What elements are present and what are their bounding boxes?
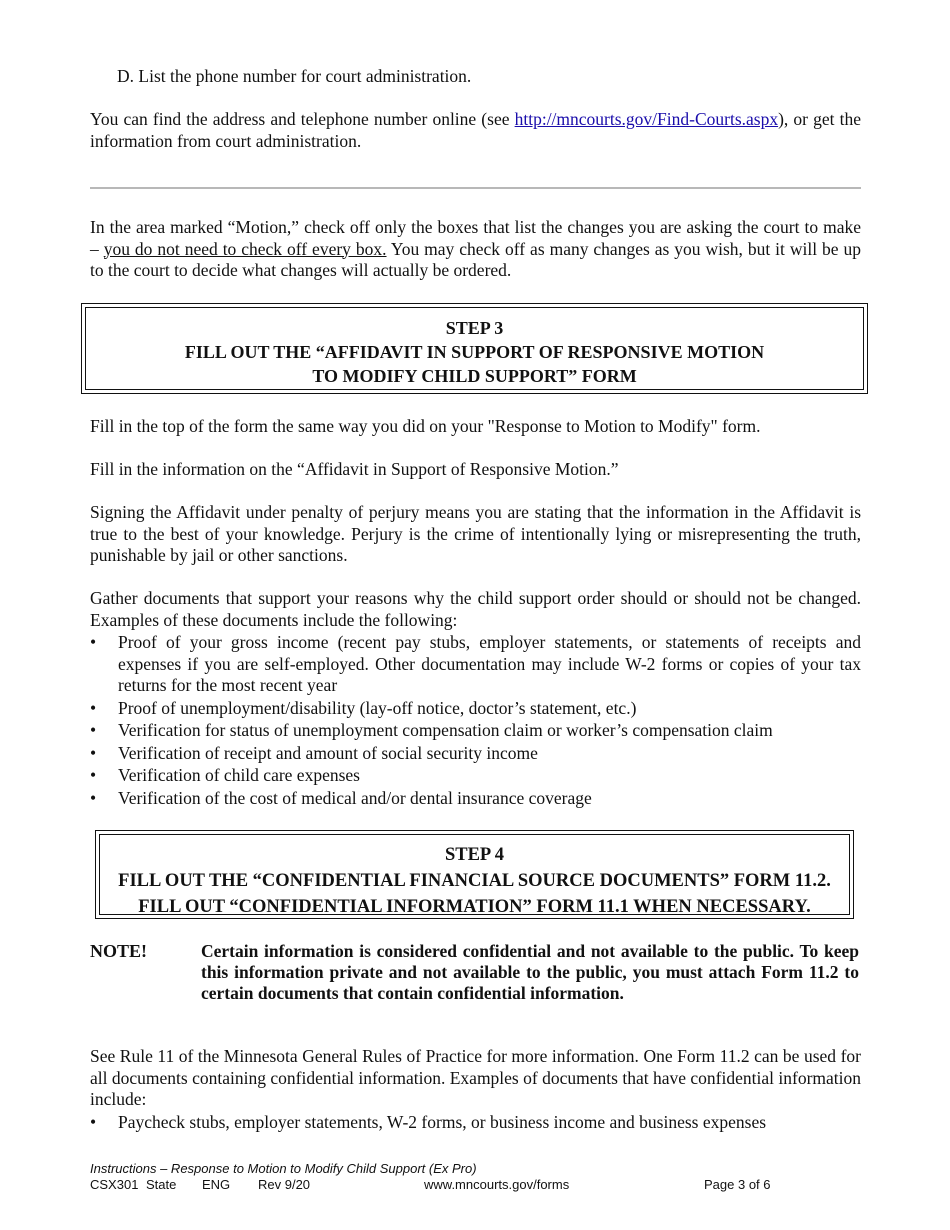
section-divider xyxy=(90,187,861,189)
step3-box xyxy=(81,303,868,394)
footer-page-number: Page 3 of 6 xyxy=(704,1177,771,1192)
note-label: NOTE! xyxy=(90,941,148,961)
gather-bullet-list xyxy=(90,632,861,809)
list-item: • Proof of your gross income (recent pay stubs, employer statements, or statements of receipts and expenses if you are self-employed. Other documentation may include W-2 forms or copies of your tax returns for the most recent year xyxy=(90,632,861,697)
list-item: • Verification of child care expenses xyxy=(90,765,861,787)
page-footer xyxy=(90,1161,861,1195)
footer-state: State xyxy=(146,1177,177,1192)
signing-text: Signing the Affidavit under penalty of perjury means you are stating that the information in the Affidavit is true to the best of your knowledge. Perjury is the crime of intentionally lying or misrepresenting the truth, punishable by jail or other sanctions. xyxy=(90,502,861,565)
footer-website: www.mncourts.gov/forms xyxy=(424,1177,570,1192)
gather-paragraph: Gather documents that support your reasons why the child support order should or should not be changed. Examples of these documents include the following: xyxy=(90,588,861,630)
list-item: • Proof of unemployment/disability (lay-off notice, doctor’s statement, etc.) xyxy=(90,698,861,720)
fill-top-text: Fill in the top of the form the same way you did on your "Response to Motion to Modify" form. xyxy=(90,416,761,436)
find-courts-text-before: You can find the address and telephone number online (see xyxy=(90,109,515,129)
rule11-bullet-list xyxy=(90,1112,861,1134)
gather-section xyxy=(90,588,861,809)
step4-line1: FILL OUT THE “CONFIDENTIAL FINANCIAL SOURCE DOCUMENTS” FORM 11.2. xyxy=(118,871,831,891)
find-courts-text-after: ), or get the information from court administration. xyxy=(90,109,861,151)
rule11-section xyxy=(90,1046,861,1133)
step4-heading: STEP 4 xyxy=(444,845,505,865)
fill-info-text: Fill in the information on the “Affidavit in Support of Responsive Motion.” xyxy=(90,459,619,479)
step3-line2: TO MODIFY CHILD SUPPORT” FORM xyxy=(312,366,637,386)
find-courts-link[interactable]: http://mncourts.gov/Find-Courts.aspx xyxy=(514,109,779,129)
motion-text-underlined: you do not need to check off every box. xyxy=(103,238,387,259)
signing-paragraph xyxy=(90,502,861,567)
note-text: Certain information is considered confidential and not available to the public. To keep this information private and not available to the public, you must attach Form 11.2 to certain documents that contain confidential information. xyxy=(201,941,859,1003)
step3-inner xyxy=(85,307,864,390)
step4-box xyxy=(95,830,854,919)
list-item: • Verification for status of unemployment compensation claim or worker’s compensation claim xyxy=(90,720,861,742)
footer-language: ENG xyxy=(202,1177,231,1192)
list-item: • Verification of receipt and amount of social security income xyxy=(90,743,861,765)
step4-inner xyxy=(99,834,850,915)
step3-heading: STEP 3 xyxy=(445,318,504,338)
rule11-paragraph: See Rule 11 of the Minnesota General Rules of Practice for more information. One Form 11.2 can be used for all documents containing confidential information. Examples of documents that have confidential information include: xyxy=(90,1046,861,1109)
footer-title: Instructions – Response to Motion to Modify Child Support (Ex Pro) xyxy=(90,1161,477,1176)
motion-text-before: In the area marked “Motion,” check off only the boxes that list the changes you are asking the court to make – xyxy=(90,217,861,259)
find-courts-paragraph xyxy=(90,109,861,152)
list-item-d xyxy=(117,66,857,88)
motion-text-after: You may check off as many changes as you wish, but it will be up to the court to decide what changes will actually be ordered. xyxy=(90,238,862,280)
fill-info-paragraph xyxy=(90,459,861,481)
step4-line2: FILL OUT “CONFIDENTIAL INFORMATION” FORM 11.1 WHEN NECESSARY. xyxy=(138,897,811,917)
footer-revision: Rev 9/20 xyxy=(258,1177,311,1192)
fill-top-paragraph xyxy=(90,416,861,438)
step3-line1: FILL OUT THE “AFFIDAVIT IN SUPPORT OF RESPONSIVE MOTION xyxy=(184,342,765,362)
list-item: • Paycheck stubs, employer statements, W-2 forms, or business income and business expenses xyxy=(90,1112,861,1134)
footer-form-code: CSX301 xyxy=(90,1177,139,1192)
list-item-d-text: D. List the phone number for court administration. xyxy=(117,66,472,86)
list-item: • Verification of the cost of medical and/or dental insurance coverage xyxy=(90,788,861,810)
motion-paragraph xyxy=(90,217,861,282)
